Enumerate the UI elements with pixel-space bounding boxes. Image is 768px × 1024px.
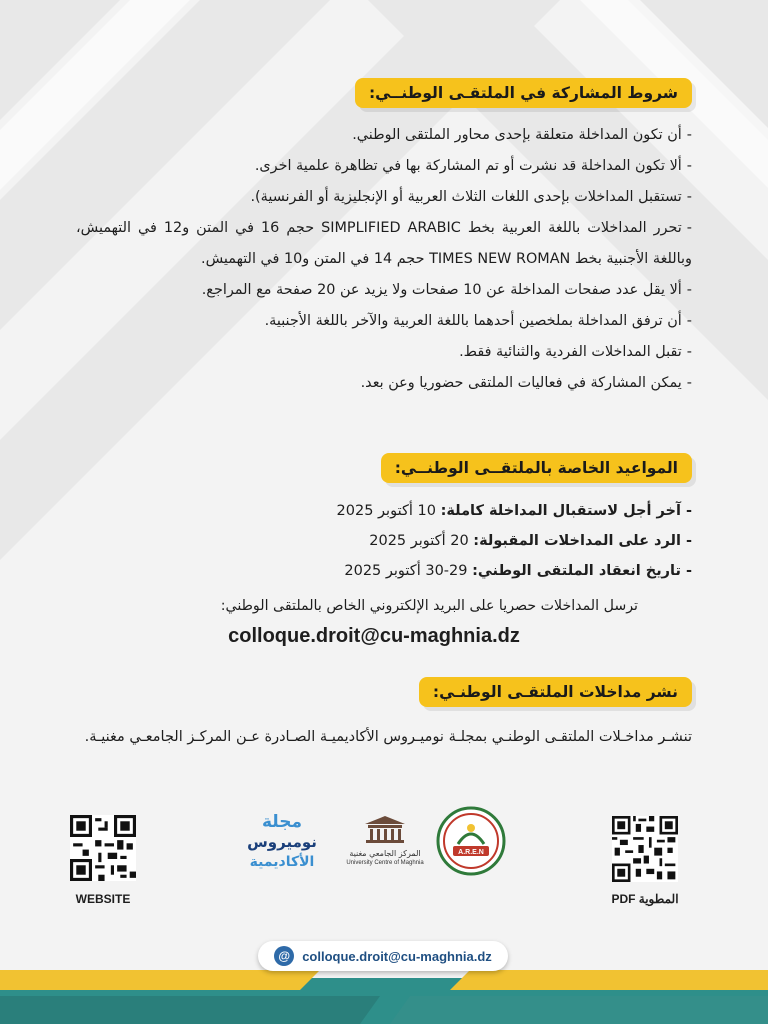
website-label: WEBSITE: [75, 892, 131, 906]
date-row: - الرد على المداخلات المقبولة: 20 أكتوبر 2025: [369, 533, 692, 549]
university-logo: المركز الجامعي مغنية University Centre of Maghnia: [340, 814, 430, 880]
condition-item: -تستقبل المداخلات بإحدى اللغات الثلاث العربية أو الإنجليزية أو الفرنسية).: [250, 189, 692, 205]
building-icon: [360, 814, 410, 844]
date-row: - تاريخ انعقاد الملتقى الوطني: 29-30 أكتوبر 2025: [344, 563, 692, 579]
publication-text: تنشـر مداخـلات الملتقـى الوطنـي بمجلـة نوميـروس الأكاديميـة الصـادرة عـن المركـز الجامعـي مغنيـة.: [84, 729, 692, 745]
svg-text:A.R.E.N: A.R.E.N: [458, 849, 484, 856]
dates-list: [76, 496, 692, 586]
pdf-qr-code[interactable]: [612, 816, 678, 882]
footer-email-pill[interactable]: [258, 941, 508, 971]
footer-email[interactable]: colloque.droit@cu-maghnia.dz: [302, 948, 492, 964]
date-row: - آخر أجل لاستقبال المداخلة كاملة: 10 أكتوبر 2025: [336, 503, 692, 519]
condition-item: -أن تكون المداخلة متعلقة بإحدى محاور الملتقى الوطني.: [352, 127, 692, 143]
send-note: ترسل المداخلات حصريا على البريد الإلكتروني الخاص بالملتقى الوطني:: [220, 598, 638, 614]
aren-logo: [436, 806, 506, 876]
dates-heading: المواعيد الخاصة بالملتقــى الوطنــي:: [381, 453, 692, 483]
publication-heading: نشر مداخلات الملتقـى الوطنـي:: [419, 677, 692, 707]
conditions-heading: شروط المشاركة في الملتقـى الوطنــي:: [355, 78, 692, 108]
at-icon: @: [274, 946, 294, 966]
contact-email[interactable]: colloque.droit@cu-maghnia.dz: [228, 625, 520, 647]
condition-item: -يمكن المشاركة في فعاليات الملتقى حضوريا وعن بعد.: [360, 375, 692, 391]
condition-item: -ألا تكون المداخلة قد نشرت أو تم المشاركة بها في تظاهرة علمية اخرى.: [254, 158, 692, 174]
condition-item: -تحرر المداخلات باللغة العربية بخط SIMPLIFIED ARABIC حجم 16 في المتن و12 في التهميش، وباللغة الأجنبية بخط TIMES NEW ROMAN حجم 14 في المتن و10 في التهميش.: [76, 220, 692, 267]
numerus-journal-logo: مجلة نوميروس الأكاديمية: [247, 812, 317, 870]
conditions-list: [76, 120, 692, 399]
website-qr-code[interactable]: [70, 815, 136, 881]
condition-item: -ألا يقل عدد صفحات المداخلة عن 10 صفحات ولا يزيد عن 20 صفحة مع المراجع.: [201, 282, 692, 298]
condition-item: -أن ترفق المداخلة بملخصين أحدهما باللغة العربية والآخر باللغة الأجنبية.: [264, 313, 692, 329]
condition-item: -تقبل المداخلات الفردية والثنائية فقط.: [459, 344, 692, 360]
pdf-brochure-label: المطوية PDF: [611, 892, 679, 906]
